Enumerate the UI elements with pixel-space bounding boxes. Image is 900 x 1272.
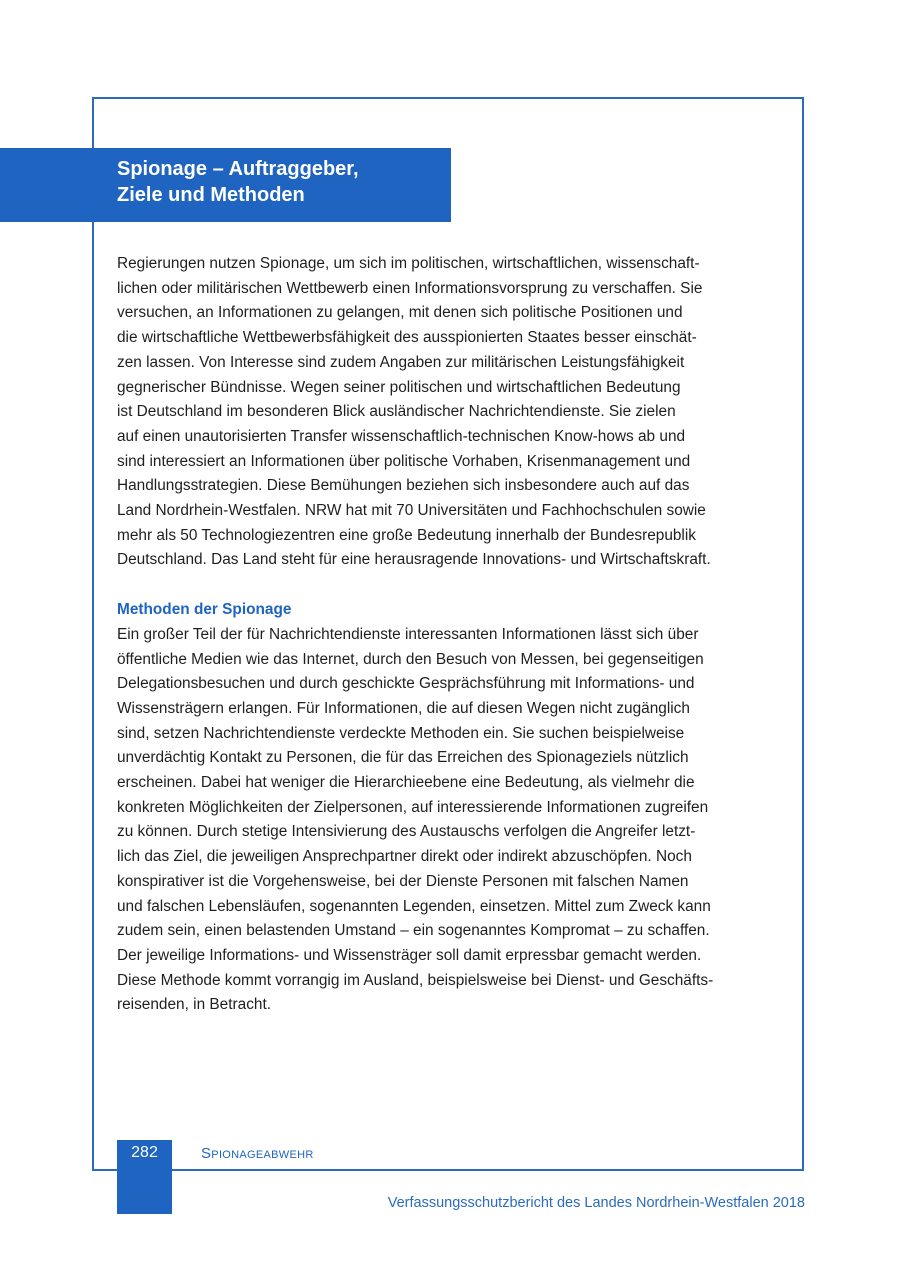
- text-line: reisenden, in Betracht.: [117, 996, 271, 1014]
- text-line: mehr als 50 Technologiezentren eine große Bedeutung innerhalb der Bundesrepublik: [117, 526, 696, 544]
- text-line: unverdächtig Kontakt zu Personen, die für das Erreichen des Spionageziels nützlich: [117, 749, 689, 767]
- text-line: Ein großer Teil der für Nachrichtendienste interessanten Informationen lässt sich über: [117, 625, 699, 643]
- text-line: sind, setzen Nachrichtendienste verdeckte Methoden ein. Sie suchen beispielweise: [117, 724, 685, 742]
- text-line: Handlungsstrategien. Diese Bemühungen beziehen sich insbesondere auch auf das: [117, 477, 690, 495]
- text-line: öffentliche Medien wie das Internet, durch den Besuch von Messen, bei gegenseitigen: [117, 650, 704, 668]
- text-line: Delegationsbesuchen und durch geschickte Gesprächsführung mit Informations- und: [117, 675, 695, 693]
- text-line: konspirativer ist die Vorgehensweise, bei der Dienste Personen mit falschen Namen: [117, 872, 689, 890]
- page-number-box: [117, 1140, 172, 1214]
- text-line: lich das Ziel, die jeweiligen Ansprechpartner direkt oder indirekt abzuschöpfen. Noch: [117, 848, 692, 866]
- text-line: zudem sein, einen belastenden Umstand – ein sogenanntes Kompromat – zu schaffen.: [117, 922, 710, 940]
- body-content: [117, 252, 797, 1018]
- text-line: Deutschland. Das Land steht für eine herausragende Innovations- und Wirtschaftskraft.: [117, 551, 711, 569]
- text-line: Der jeweilige Informations- und Wissensträger soll damit erpressbar gemacht werden.: [117, 946, 702, 964]
- page-number: 282: [131, 1144, 158, 1161]
- text-line: gegnerischer Bündnisse. Wegen seiner politischen und wirtschaftlichen Bedeutung: [117, 378, 681, 396]
- text-line: Diese Methode kommt vorrangig im Ausland, beispielsweise bei Dienst- und Geschäfts-: [117, 971, 714, 989]
- text-line: die wirtschaftliche Wettbewerbsfähigkeit des ausspionierten Staates besser einschät-: [117, 329, 697, 347]
- text-line: konkreten Möglichkeiten der Zielpersonen, auf interessierende Informationen zugreifen: [117, 798, 709, 816]
- paragraph-spacer: [117, 573, 797, 598]
- text-line: Regierungen nutzen Spionage, um sich im politischen, wirtschaftlichen, wissenschaft-: [117, 255, 700, 272]
- text-line: zu können. Durch stetige Intensivierung des Austauschs verfolgen die Angreifer letzt-: [117, 823, 696, 841]
- text-line: lichen oder militärischen Wettbewerb einen Informationsvorsprung zu verschaffen. Sie: [117, 279, 703, 297]
- report-footer: Verfassungsschutzbericht des Landes Nordrhein-Westfalen 2018: [387, 1195, 805, 1211]
- running-section-label: Spionageabwehr: [201, 1145, 314, 1162]
- text-line: zen lassen. Von Interesse sind zudem Angaben zur militärischen Leistungsfähigkeit: [117, 353, 685, 371]
- text-line: Wissensträgern erlangen. Für Informationen, die auf diesen Wegen nicht zugänglich: [117, 699, 690, 717]
- text-line: sind interessiert an Informationen über politische Vorhaben, Krisenmanagement und: [117, 452, 691, 470]
- section-heading-methods: Methoden der Spionage: [117, 601, 292, 619]
- methods-paragraph: [117, 623, 797, 1018]
- text-line: erscheinen. Dabei hat weniger die Hierarchieebene eine Bedeutung, als vielmehr die: [117, 774, 695, 792]
- title-banner: [0, 148, 451, 222]
- page-title-line-1: Spionage – Auftraggeber,: [117, 158, 359, 180]
- text-line: und falschen Lebensläufen, sogenannten Legenden, einsetzen. Mittel zum Zweck kann: [117, 897, 711, 915]
- text-line: ist Deutschland im besonderen Blick ausländischer Nachrichtendienste. Sie zielen: [117, 403, 676, 421]
- intro-paragraph: [117, 252, 797, 573]
- text-line: Land Nordrhein-Westfalen. NRW hat mit 70 Universitäten und Fachhochschulen sowie: [117, 502, 706, 520]
- text-line: auf einen unautorisierten Transfer wissenschaftlich-technischen Know-hows ab und: [117, 427, 686, 445]
- text-line: versuchen, an Informationen zu gelangen, mit denen sich politische Positionen und: [117, 304, 683, 322]
- page-title-line-2: Ziele und Methoden: [117, 184, 305, 206]
